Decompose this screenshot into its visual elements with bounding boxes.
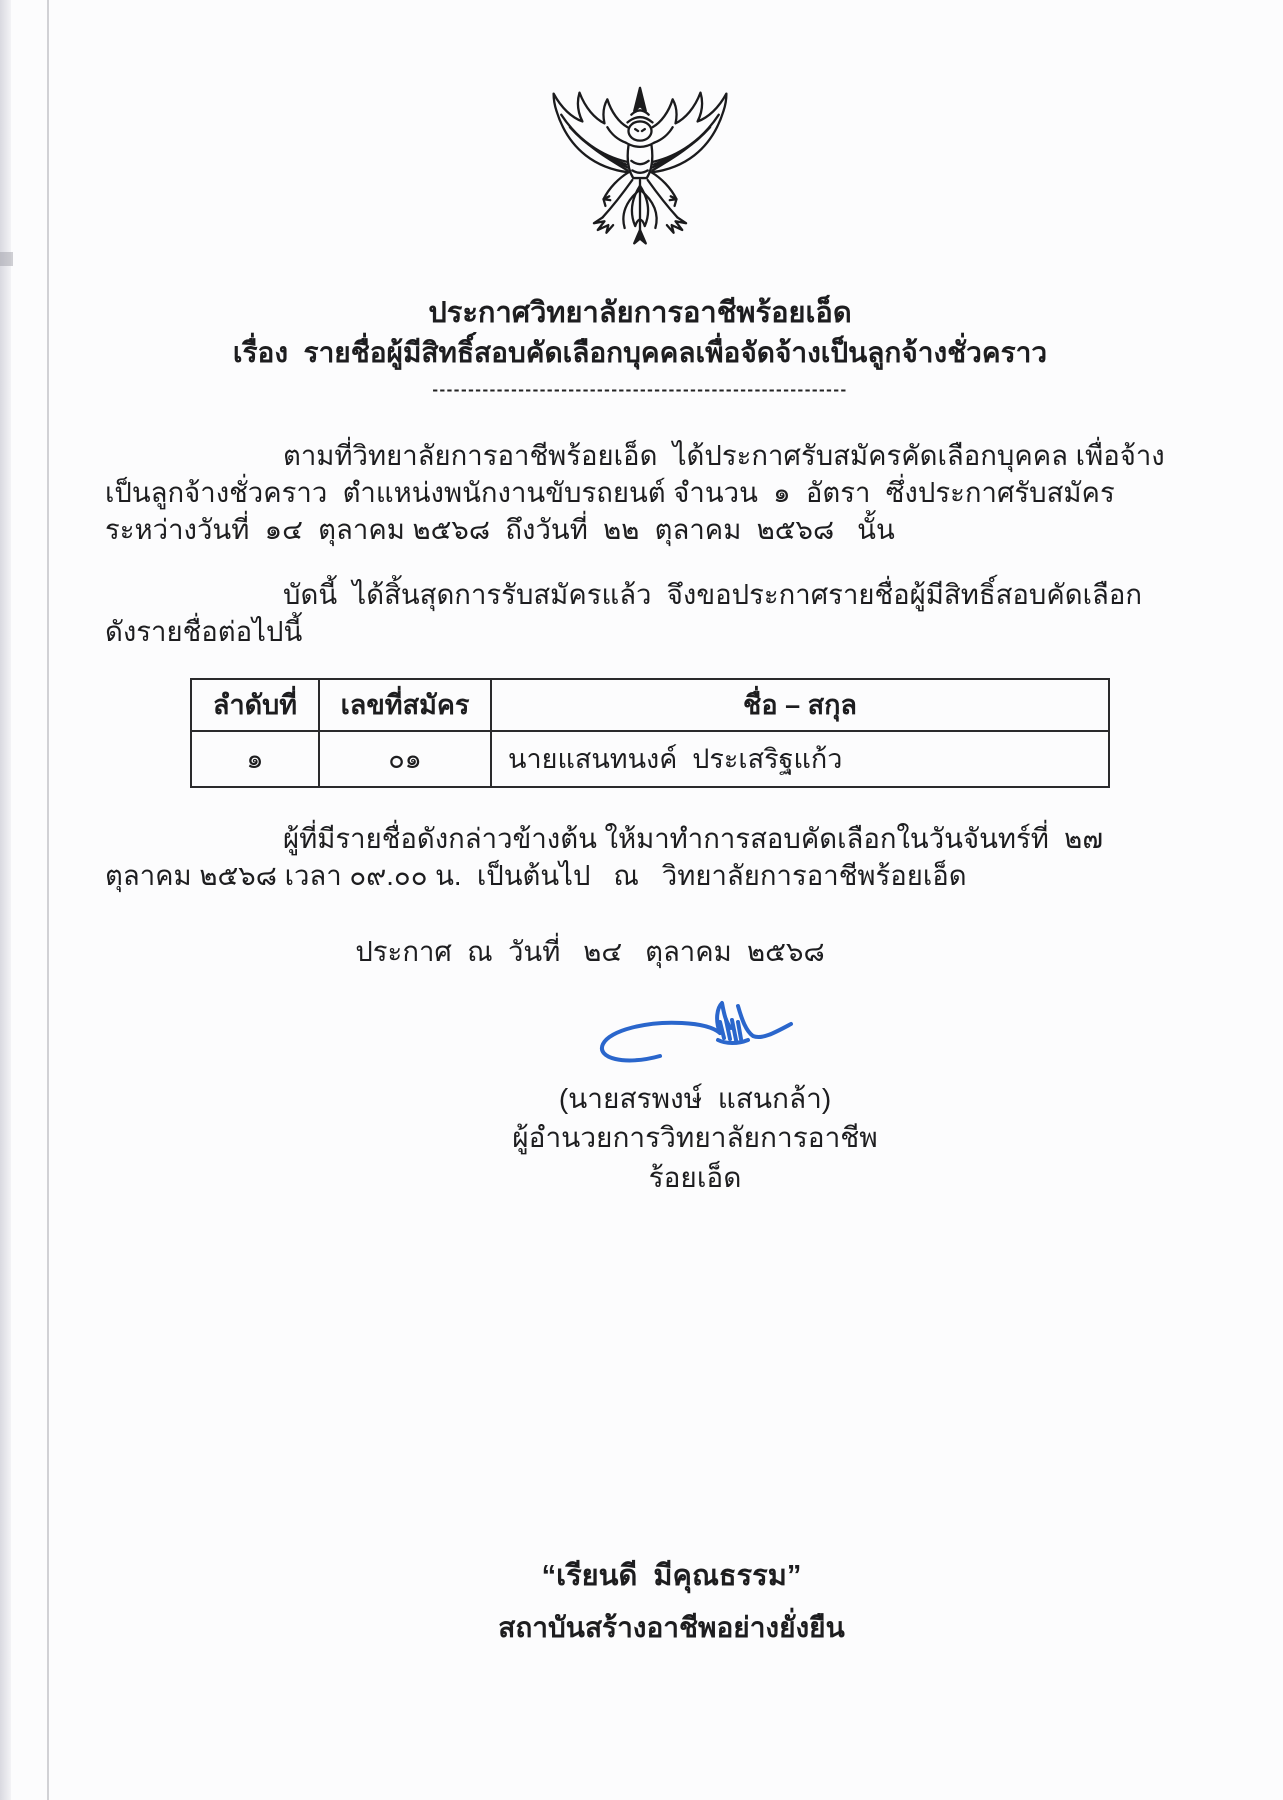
paragraph-exam-schedule: ผู้ที่มีรายชื่อดังกล่าวข้างต้น ให้มาทำการสอบคัดเลือกในวันจันทร์ที่ ๒๗ ตุลาคม ๒๕๖๘ เวลา ๐๙.๐๐ น. เป็นต้นไป ณ วิทยาลัยการอาชีพร้อยเอ็ด — [105, 822, 1119, 891]
separator-dashes: ---------------------------------------------------------- — [432, 381, 848, 399]
scan-artifact — [0, 252, 13, 266]
header-applicant-no: เลขที่สมัคร — [319, 679, 491, 731]
document-body — [105, 0, 1175, 1198]
paragraph-announcement: บัดนี้ ได้สิ้นสุดการรับสมัครแล้ว จึงขอประกาศรายชื่อผู้มีสิทธิ์สอบคัดเลือก ดังรายชื่อต่อไปนี้ — [105, 578, 1158, 647]
footer-tagline: สถาบันสร้างอาชีพอย่างยั่งยืน — [498, 1612, 845, 1643]
signature-block — [475, 994, 915, 1198]
cell-applicant-no: ๐๑ — [319, 731, 491, 787]
header-order-no: ลำดับที่ — [191, 679, 319, 731]
table-header-row — [191, 679, 1109, 731]
footer — [0, 1556, 1283, 1648]
scan-page-edge-line — [47, 0, 49, 1800]
signature-ink-icon — [590, 994, 800, 1080]
announce-date-line: ประกาศ ณ วันที่ ๒๔ ตุลาคม ๒๕๖๘ — [355, 935, 825, 967]
table-row — [191, 731, 1109, 787]
garuda-emblem-icon — [490, 82, 790, 277]
document-subject: เรื่อง รายชื่อผู้มีสิทธิ์สอบคัดเลือกบุคคลเพื่อจัดจ้างเป็นลูกจ้างชั่วคราว — [232, 337, 1048, 368]
signer-title: ผู้อำนวยการวิทยาลัยการอาชีพร้อยเอ็ด — [512, 1121, 878, 1193]
scan-edge-shading — [0, 0, 11, 1800]
applicants-table — [190, 678, 1110, 788]
header-name: ชื่อ – สกุล — [491, 679, 1109, 731]
footer-motto: “เรียนดี มีคุณธรรม” — [541, 1560, 802, 1592]
paragraph-background: ตามที่วิทยาลัยการอาชีพร้อยเอ็ด ได้ประกาศรับสมัครคัดเลือกบุคคล เพื่อจ้างเป็นลูกจ้างชั่วคราว ตำแหน่งพนักงานขับรถยนต์ จำนวน ๑ อัตรา ซึ่งประกาศรับสมัครระหว่างวันที่ ๑๔ ตุลาคม ๒๕๖๘ ถึงวันที่ ๒๒ ตุลาคม ๒๕๖๘ นั้น — [105, 440, 1165, 545]
signer-name: (นายสรพงษ์ แสนกล้า) — [558, 1082, 832, 1114]
cell-order-no: ๑ — [191, 731, 319, 787]
document-title: ประกาศวิทยาลัยการอาชีพร้อยเอ็ด — [428, 297, 852, 329]
cell-name: นายแสนทนงค์ ประเสริฐแก้ว — [491, 731, 1109, 787]
